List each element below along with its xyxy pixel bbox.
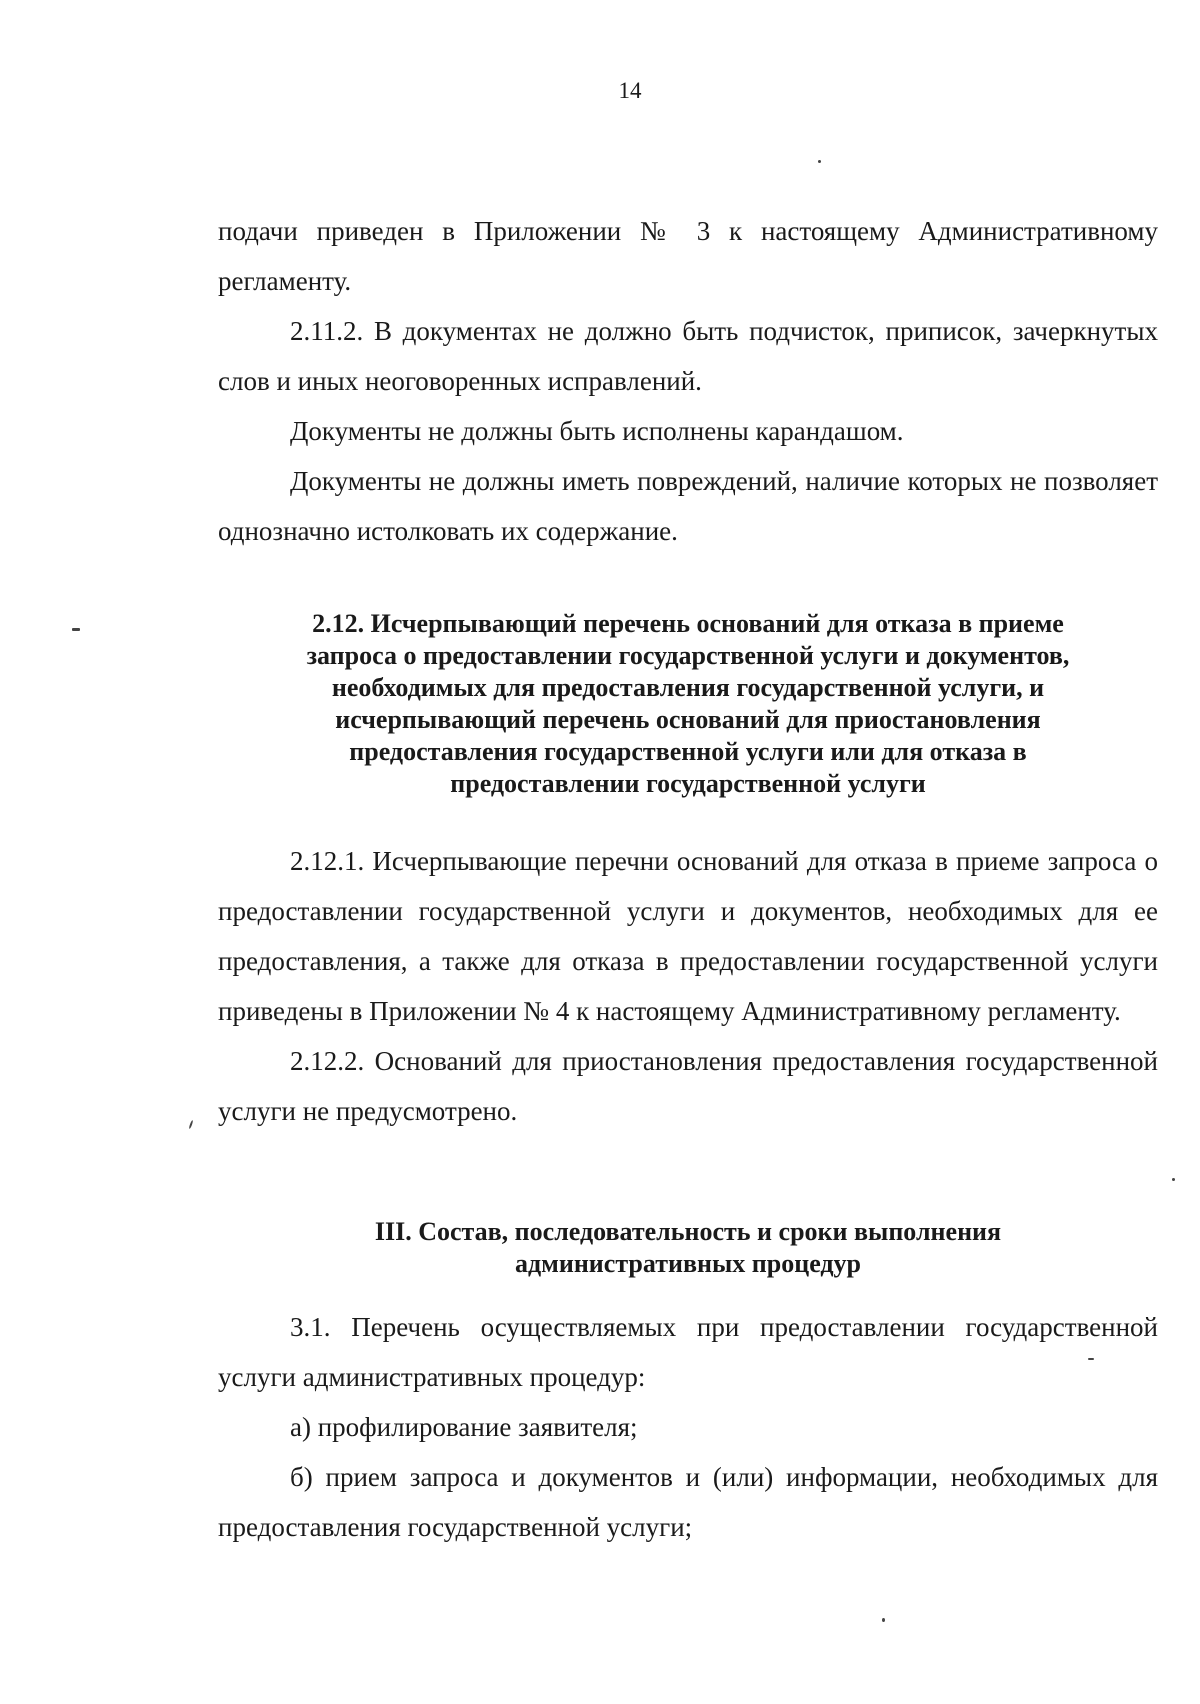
scan-speck [189,1120,194,1129]
list-item: а) профилирование заявителя; [290,1412,638,1442]
heading-line: запроса о предоставлении государственной услуги и документов, [306,641,1070,670]
heading-line: III. Состав, последовательность и сроки выполнения [374,1217,1002,1246]
heading-line: предоставления государственной услуги или для отказа в [349,737,1027,766]
heading-line: исчерпывающий перечень оснований для приостановления [335,705,1041,734]
paragraph-3-1: 3.1. Перечень осуществляемых при предоставлении государственной услуги административных процедур: [218,1312,1158,1392]
paragraph-2-12-1: 2.12.1. Исчерпывающие перечни оснований для отказа в приеме запроса о предоставлении государственной услуги и документов, необходимых для ее предоставления, а также для отказа в предоставлении государственной услуги приведены в Приложении № 4 к настоящему Административному регламенту. [218,846,1158,1026]
scan-speck [882,1618,885,1622]
section-2-12-text [218,836,1158,1136]
paragraph-2-12-2: 2.12.2. Оснований для приостановления предоставления государственной услуги не предусмотрено. [218,1046,1158,1126]
heading-line: 2.12. Исчерпывающий перечень оснований для отказа в приеме [312,609,1064,638]
paragraph-2-11-2: 2.11.2. В документах не должно быть подчисток, приписок, зачеркнутых слов и иных неоговоренных исправлений. [218,316,1158,396]
list-item: б) прием запроса и документов и (или) информации, необходимых для предоставления государственной услуги; [218,1462,1158,1542]
heading-line: необходимых для предоставления государственной услуги, и [331,673,1045,702]
page-number: 14 [618,78,642,103]
paragraph: подачи приведен в Приложении № 3 к настоящему Административному регламенту. [218,216,1158,296]
paragraph: Документы не должны иметь повреждений, наличие которых не позволяет однозначно истолковать их содержание. [218,466,1158,546]
paragraph: Документы не должны быть исполнены карандашом. [290,416,904,446]
scan-speck [1172,1178,1175,1181]
heading-section-3 [218,1216,1158,1280]
heading-2-12 [218,608,1158,800]
heading-line: предоставлении государственной услуги [450,769,926,798]
section-3-text [218,1302,1158,1552]
heading-line: административных процедур [514,1249,862,1278]
section-2-11-text [218,206,1158,556]
scan-speck [1088,1358,1094,1360]
scan-speck [818,160,821,163]
scan-speck [72,628,80,631]
